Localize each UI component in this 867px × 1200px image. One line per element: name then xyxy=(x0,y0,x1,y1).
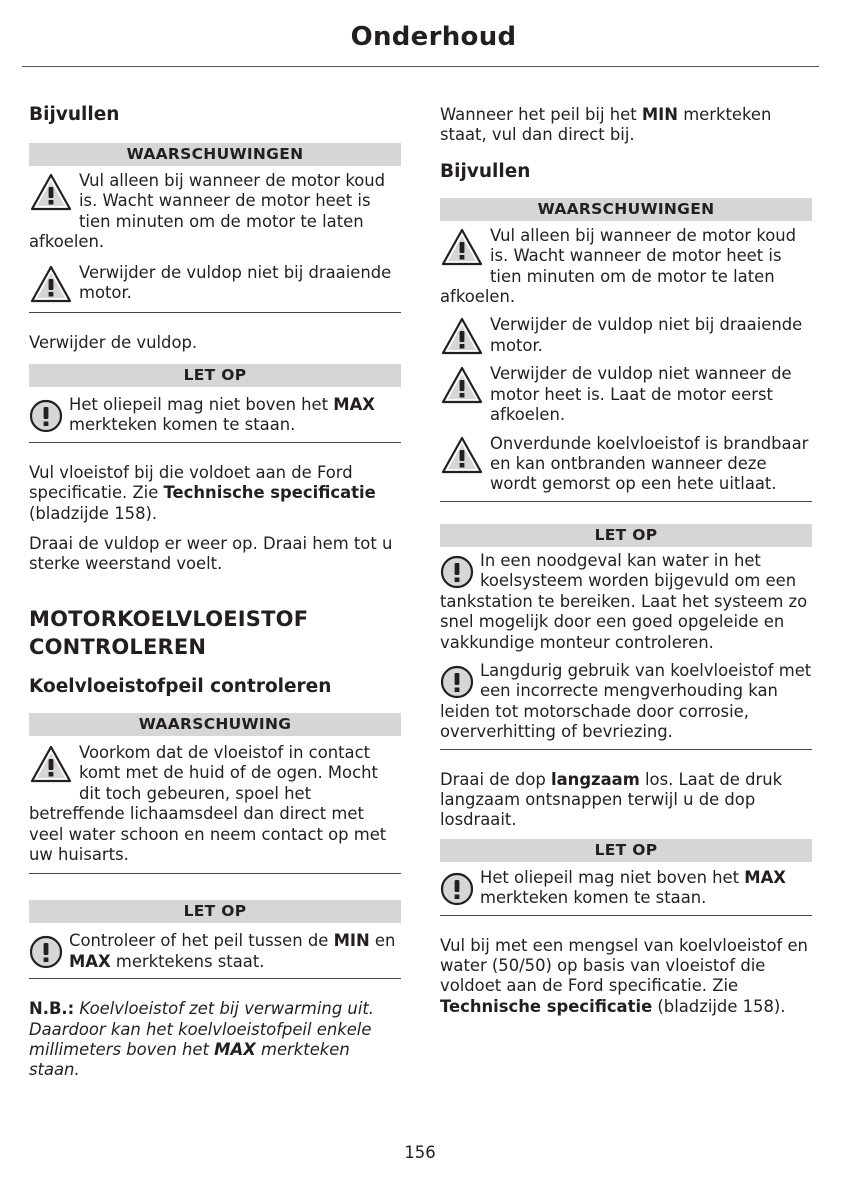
paragraph-mixture: Vul bij met een mengsel van koelvloeistof en water (50/50) op basis van vloeistof die voldoet aan de Ford specificatie. Zie Technische specificatie (bladzijde 158). xyxy=(440,935,808,1016)
right-column xyxy=(440,100,812,1017)
warning-text: Verwijder de vuldop niet bij draaiende motor. xyxy=(490,315,803,355)
exclamation-circle-icon xyxy=(440,665,474,699)
paragraph-turn-cap-slowly: Draai de dop langzaam los. Laat de druk langzaam ontsnappen terwijl u de dop losdraait. xyxy=(440,769,783,830)
divider xyxy=(440,749,812,750)
warning-triangle-icon xyxy=(440,316,484,356)
note-bar: LET OP xyxy=(440,524,812,547)
caution-note xyxy=(440,661,812,743)
exclamation-circle-icon xyxy=(29,935,63,969)
exclamation-circle-icon xyxy=(440,872,474,906)
warning-triangle-icon xyxy=(29,172,73,212)
warning-note xyxy=(440,364,812,425)
note-bar: LET OP xyxy=(29,364,401,387)
warning-text: Vul alleen bij wanneer de motor koud is. Wacht wanneer de motor heet is tien minuten om de motor te laten afkoelen. xyxy=(440,225,797,307)
subheading-coolant-level: Koelvloeistofpeil controleren xyxy=(29,675,332,697)
warning-text: Vul alleen bij wanneer de motor koud is. Wacht wanneer de motor heet is tien minuten om de motor te laten afkoelen. xyxy=(29,171,386,252)
warning-triangle-icon xyxy=(440,435,484,475)
caution-text: In een noodgeval kan water in het koelsysteem worden bijgevuld om een tankstation te bereiken. Laat het systeem zo snel mogelijk door een goed opgeleide en vakkundige monteur controleren. xyxy=(440,550,808,652)
warning-note xyxy=(29,263,401,304)
divider xyxy=(29,312,401,313)
warnings-bar: WAARSCHUWINGEN xyxy=(29,143,401,166)
warning-triangle-icon xyxy=(29,744,73,784)
caution-note xyxy=(440,551,812,653)
exclamation-circle-icon xyxy=(440,555,474,589)
warning-triangle-icon xyxy=(440,227,484,267)
divider xyxy=(29,873,401,874)
divider xyxy=(29,442,401,443)
caution-note xyxy=(29,931,401,972)
paragraph-turn-cap: Draai de vuldop er weer op. Draai hem tot u sterke weerstand voelt. xyxy=(29,534,393,574)
caution-text: Langdurig gebruik van koelvloeistof met een incorrecte mengverhouding kan leiden tot motorschade door corrosie, oververhitting of bevriezing. xyxy=(440,660,812,742)
divider xyxy=(29,978,401,979)
page-title: Onderhoud xyxy=(350,22,517,52)
title-divider xyxy=(22,66,819,67)
caution-text: Het oliepeil mag niet boven het MAX merkteken komen te staan. xyxy=(480,867,786,908)
divider xyxy=(440,915,812,916)
caution-note xyxy=(440,868,812,909)
warning-bar: WAARSCHUWING xyxy=(29,713,401,736)
section-heading-refill: Bijvullen xyxy=(29,104,120,125)
note-bar: LET OP xyxy=(29,900,401,923)
warning-note xyxy=(440,226,812,308)
warning-triangle-icon xyxy=(29,264,73,304)
nb-paragraph: N.B.: Koelvloeistof zet bij verwarming uit. Daardoor kan het koelvloeistofpeil enkele millimeters boven het MAX merkteken staan. xyxy=(29,999,375,1080)
paragraph-fill-fluid: Vul vloeistof bij die voldoet aan de Ford specificatie. Zie Technische specificatie (bladzijde 158). xyxy=(29,462,376,523)
section-heading-coolant: MOTORKOELVLOEISTOF CONTROLEREN xyxy=(29,606,309,659)
warning-text: Voorkom dat de vloeistof in contact komt met de huid of de ogen. Mocht dit toch gebeuren, spoel het betreffende lichaamsdeel dan direct met veel water schoon en neem contact op met uw huisarts. xyxy=(29,742,387,864)
divider xyxy=(440,501,812,502)
left-column xyxy=(29,100,401,1081)
note-bar: LET OP xyxy=(440,839,812,862)
warning-text: Verwijder de vuldop niet wanneer de motor heet is. Laat de motor eerst afkoelen. xyxy=(490,364,792,425)
warning-note xyxy=(440,434,812,495)
paragraph-min-level: Wanneer het peil bij het MIN merkteken staat, vul dan direct bij. xyxy=(440,105,772,145)
warning-note xyxy=(29,171,401,253)
warning-text: Verwijder de vuldop niet bij draaiende motor. xyxy=(79,262,392,303)
warnings-bar: WAARSCHUWINGEN xyxy=(440,198,812,221)
link-technische-specificatie[interactable]: Technische specificatie xyxy=(440,996,653,1016)
exclamation-circle-icon xyxy=(29,399,63,433)
warning-note xyxy=(440,315,812,356)
caution-note xyxy=(29,395,401,436)
warning-note xyxy=(29,743,401,865)
caution-text: Het oliepeil mag niet boven het MAX merkteken komen te staan. xyxy=(69,395,375,435)
page-number: 156 xyxy=(404,1143,436,1162)
caution-text: Controleer of het peil tussen de MIN en MAX merktekens staat. xyxy=(69,931,396,971)
paragraph-remove-cap: Verwijder de vuldop. xyxy=(29,332,198,352)
warning-triangle-icon xyxy=(440,365,484,405)
section-heading-refill: Bijvullen xyxy=(440,160,531,182)
warning-text: Onverdunde koelvloeistof is brandbaar en kan ontbranden wanneer deze wordt gemorst op een hete uitlaat. xyxy=(490,433,809,494)
link-technische-specificatie[interactable]: Technische specificatie xyxy=(163,483,376,503)
